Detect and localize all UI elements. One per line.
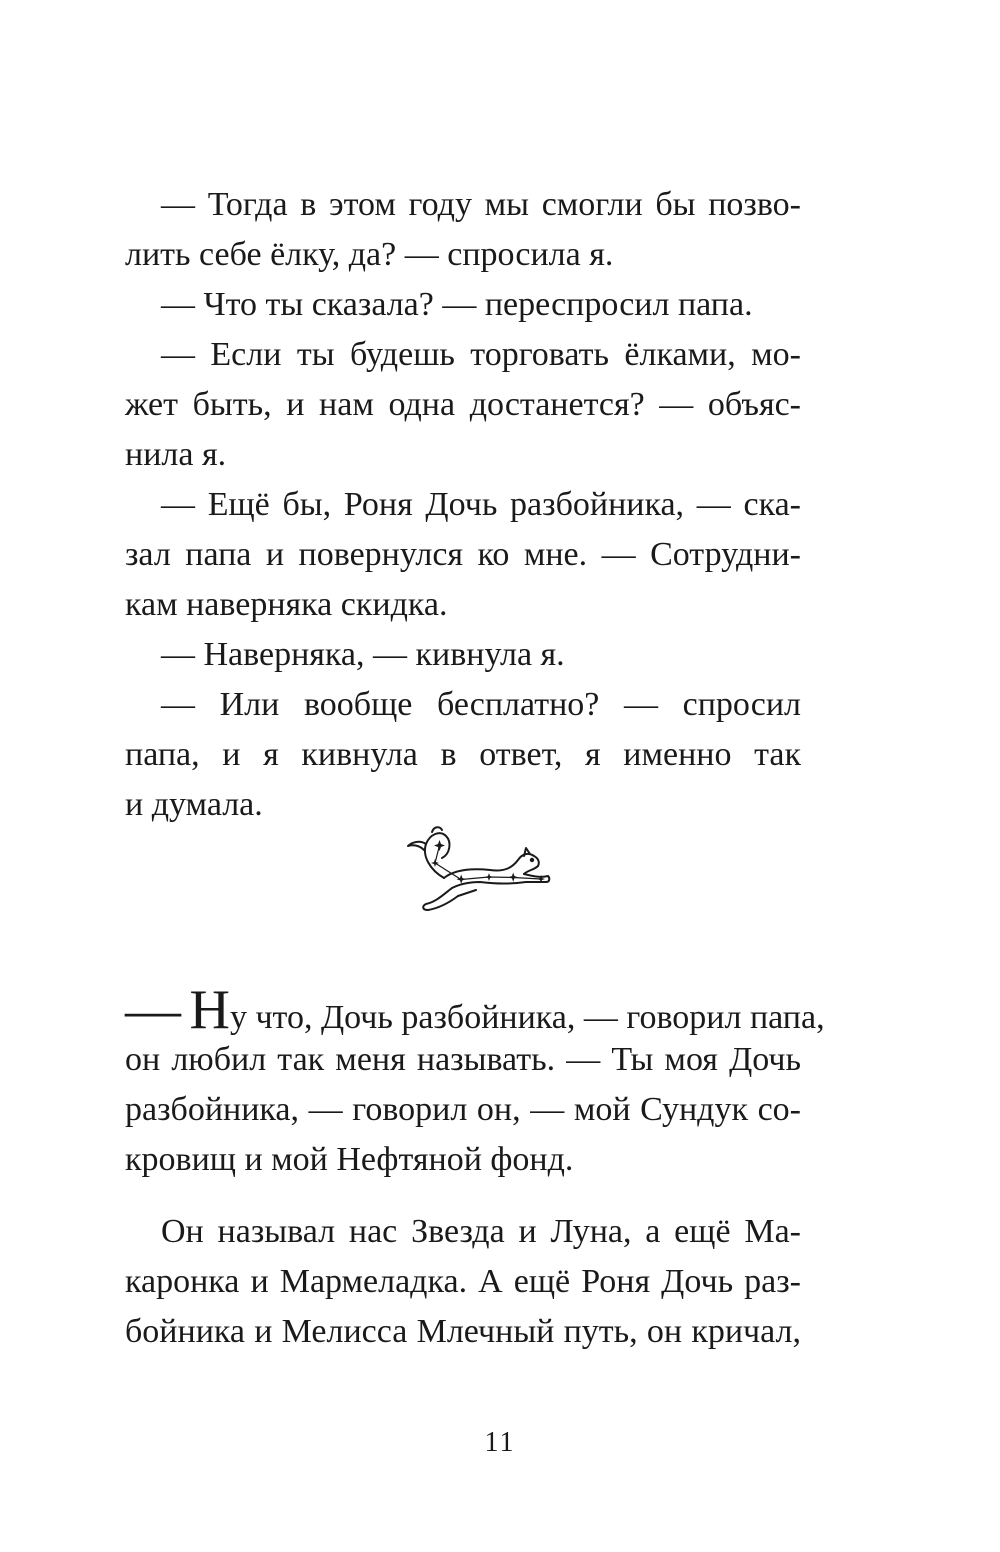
dialog-section [125, 180, 801, 830]
paragraph [125, 1207, 801, 1357]
text-line: разбойника, — говорил он, — мой Сундук со- [125, 1091, 801, 1128]
page-number: 11 [484, 1427, 516, 1458]
text-line: — Или вообще бесплатно? — спросил [161, 686, 801, 723]
text-line: нила я. [125, 436, 227, 473]
dropcap-dash: — [125, 979, 181, 1041]
text-line: кам наверняка скидка. [125, 586, 448, 623]
text-line: папа, и я кивнула в ответ, я именно так [125, 736, 801, 773]
text-line: он любил так меня называть. — Ты моя Дочь [125, 1041, 801, 1078]
text-line: лить себе ёлку, да? — спросила я. [125, 236, 614, 273]
first-line-rest: у что, Дочь разбойника, — говорил папа, [229, 999, 825, 1036]
text-line: — Тогда в этом году мы смогли бы позво- [161, 186, 801, 223]
text-line: — Что ты сказала? — переспросил папа. [161, 286, 753, 323]
text-line: — Если ты будешь торговать ёлками, мо- [161, 336, 801, 373]
squirrel-constellation-icon [400, 818, 560, 918]
text-line-dropcap [125, 979, 825, 1041]
text-line: кровищ и мой Нефтяной фонд. [125, 1141, 574, 1178]
dropcap-letter: Н [189, 979, 230, 1041]
text-line: Он называл нас Звезда и Луна, а ещё Ма- [161, 1213, 801, 1250]
text-line: и думала. [125, 786, 263, 823]
text-line: каронка и Мармеладка. А ещё Роня Дочь раз- [125, 1263, 801, 1300]
text-line: бойника и Мелисса Млечный путь, он кричал, [125, 1313, 801, 1350]
text-line: — Ещё бы, Роня Дочь разбойника, — ска- [161, 486, 801, 523]
text-line: жет быть, и нам одна достанется? — объяс- [125, 386, 801, 423]
text-line: — Наверняка, — кивнула я. [161, 636, 565, 673]
text-line: зал папа и повернулся ко мне. — Сотрудни- [125, 536, 801, 573]
paragraph-dropcap [125, 979, 825, 1185]
